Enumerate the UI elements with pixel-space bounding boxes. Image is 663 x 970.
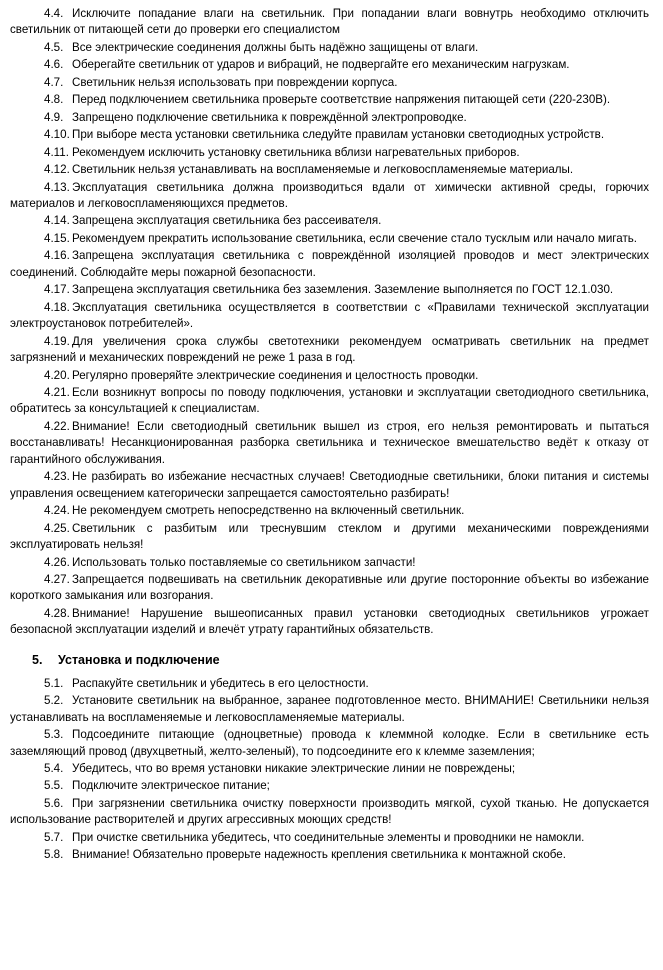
clause-text: Распакуйте светильник и убедитесь в его целостности. (72, 676, 369, 690)
clause-text: Не рекомендуем смотреть непосредственно на включенный светильник. (72, 504, 465, 518)
clause-item (10, 469, 649, 502)
clause-number: 5.8. (44, 848, 64, 862)
clause-text: Рекомендуем исключить установку светильника вблизи нагревательных приборов. (72, 145, 520, 159)
clause-item (10, 503, 649, 519)
clause-text: Внимание! Обязательно проверьте надежность крепления светильника к монтажной скобе. (72, 848, 566, 862)
clause-text: Установите светильник на выбранное, заранее подготовленное место. ВНИМАНИЕ! Светильники нельзя устанавливать на воспламеняемые и легковоспламеняемые материалы. (10, 694, 649, 724)
clause-list-safety (10, 6, 649, 639)
clause-text: Если возникнут вопросы по поводу подключения, установки и эксплуатации светодиодного светильника, обратитесь за консультацией к специалистам. (10, 385, 649, 416)
clause-item (10, 162, 649, 178)
clause-item (10, 796, 649, 829)
clause-text: Светильник нельзя устанавливать на воспламеняемые и легковоспламеняемые материалы. (72, 163, 574, 177)
clause-number: 4.9. (44, 110, 64, 124)
clause-text: Запрещена эксплуатация светильника без рассеивателя. (72, 214, 382, 228)
clause-item (10, 57, 649, 73)
clause-text: Исключите попадание влаги на светильник. При попадании влаги вовнутрь необходимо отключить светильник от питающей сети до проверки его специалистом (10, 7, 649, 37)
clause-text: Светильник нельзя использовать при повреждении корпуса. (72, 75, 398, 89)
clause-item (10, 606, 649, 639)
clause-number: 5.1. (44, 676, 64, 690)
clause-text: Подключите электрическое питание; (72, 779, 270, 793)
clause-number: 4.15. (44, 231, 70, 245)
clause-number: 5.4. (44, 762, 64, 776)
clause-text: При очистке светильника убедитесь, что соединительные элементы и проводники не намокли. (72, 830, 585, 844)
clause-item (10, 676, 649, 692)
clause-item (10, 847, 649, 863)
clause-item (10, 555, 649, 571)
clause-number: 4.12. (44, 163, 70, 177)
clause-text: Светильник с разбитым или треснувшим стеклом и другими механическими повреждениями эксплуатировать нельзя! (10, 521, 649, 552)
clause-item (10, 572, 649, 605)
clause-number: 4.23. (44, 470, 70, 484)
clause-number: 5.5. (44, 779, 64, 793)
clause-number: 4.22. (44, 419, 70, 433)
clause-item (10, 778, 649, 794)
clause-number: 4.17. (44, 283, 70, 297)
clause-number: 4.8. (44, 93, 64, 107)
clause-item (10, 419, 649, 468)
clause-text: Внимание! Если светодиодный светильник вышел из строя, его нельзя ремонтировать и пытаться восстанавливать! Несанкционированная разборка светильника и техническое вмешательство ведёт к отказу от гарантийного обслуживания. (10, 419, 649, 466)
clause-item (10, 40, 649, 56)
clause-number: 4.5. (44, 40, 64, 54)
clause-item (10, 231, 649, 247)
clause-number: 4.27. (44, 572, 70, 586)
clause-item (10, 282, 649, 298)
clause-number: 4.26. (44, 555, 70, 569)
clause-number: 4.7. (44, 75, 64, 89)
clause-text: Рекомендуем прекратить использование светильника, если свечение стало тусклым или начало мигать. (72, 231, 638, 245)
clause-text: Эксплуатация светильника осуществляется в соответствии с «Правилами технической эксплуатации электроустановок потребителей». (10, 300, 649, 331)
clause-number: 4.28. (44, 606, 70, 620)
clause-text: При выборе места установки светильника следуйте правилам установки светодиодных устройств. (72, 128, 605, 142)
clause-number: 4.14. (44, 214, 70, 228)
clause-item (10, 75, 649, 91)
clause-list-installation (10, 676, 649, 864)
clause-item (10, 368, 649, 384)
clause-number: 4.13. (44, 180, 70, 194)
clause-number: 4.16. (44, 249, 70, 263)
clause-item (10, 110, 649, 126)
clause-number: 4.11. (44, 145, 69, 159)
clause-text: Регулярно проверяйте электрические соединения и целостность проводки. (72, 368, 479, 382)
clause-text: При загрязнении светильника очистку поверхности производить мягкой, сухой тканью. Не допускается использование растворителей и других агрессивных моющих средств! (10, 796, 649, 827)
clause-item (10, 761, 649, 777)
clause-number: 5.7. (44, 830, 64, 844)
clause-text: Подсоедините питающие (одноцветные) провода к клеммной колодке. Если в светильнике есть заземляющий провод (двухцветный, желто-зеленый), то подсоедините его к клемме заземления; (10, 728, 649, 758)
clause-item (10, 334, 649, 367)
clause-item (10, 385, 649, 418)
clause-text: Использовать только поставляемые со светильником запчасти! (72, 555, 416, 569)
clause-item (10, 213, 649, 229)
clause-text: Для увеличения срока службы светотехники рекомендуем осматривать светильник на предмет загрязнений и механических повреждений не реже 1 раза в год. (10, 334, 649, 365)
clause-item (10, 145, 649, 161)
clause-text: Не разбирать во избежание несчастных случаев! Светодиодные светильники, блоки питания и системы управления освещением категорически запрещается самостоятельно разбирать! (10, 470, 649, 500)
clause-item (10, 248, 649, 281)
clause-text: Запрещено подключение светильника к повреждённой электропроводке. (72, 110, 467, 124)
clause-text: Перед подключением светильника проверьте соответствие напряжения питающей сети (220-230В). (72, 93, 611, 107)
section-title: Установка и подключение (58, 652, 220, 667)
section-number: 5. (32, 652, 43, 667)
clause-text: Внимание! Нарушение вышеописанных правил установки светодиодных светильников угрожает безопасной эксплуатации изделий и влечёт утрату гарантийных обязательств. (10, 606, 649, 637)
clause-item (10, 92, 649, 108)
clause-number: 4.6. (44, 58, 64, 72)
clause-number: 5.6. (44, 796, 64, 810)
clause-item (10, 521, 649, 554)
section-heading-installation (10, 653, 649, 667)
clause-item (10, 693, 649, 726)
clause-text: Все электрические соединения должны быть надёжно защищены от влаги. (72, 40, 479, 54)
clause-item (10, 727, 649, 760)
clause-text: Убедитесь, что во время установки никакие электрические линии не повреждены; (72, 762, 516, 776)
clause-number: 4.20. (44, 368, 70, 382)
clause-text: Запрещена эксплуатация светильника без заземления. Заземление выполняется по ГОСТ 12.1.030. (72, 283, 614, 297)
clause-number: 4.25. (44, 521, 70, 535)
clause-number: 4.19. (44, 334, 70, 348)
clause-text: Запрещается подвешивать на светильник декоративные или другие посторонние объекты во избежание короткого замыкания или возгорания. (10, 572, 649, 603)
clause-number: 4.24. (44, 504, 70, 518)
clause-text: Оберегайте светильник от ударов и вибраций, не подвергайте его механическим нагрузкам. (72, 58, 570, 72)
clause-number: 4.18. (44, 300, 70, 314)
clause-text: Запрещена эксплуатация светильника с повреждённой изоляцией проводов и мест электрических соединений. Соблюдайте меры пожарной безопасности. (10, 249, 649, 279)
clause-item (10, 300, 649, 333)
clause-text: Эксплуатация светильника должна производиться вдали от химически активной среды, горючих материалов и легковоспламеняющихся предметов. (10, 180, 649, 210)
clause-number: 5.2. (44, 694, 64, 708)
clause-number: 4.10. (44, 128, 70, 142)
clause-item (10, 127, 649, 143)
clause-item (10, 6, 649, 39)
clause-number: 4.4. (44, 7, 64, 20)
clause-item (10, 830, 649, 846)
clause-number: 4.21. (44, 385, 70, 399)
clause-number: 5.3. (44, 728, 64, 742)
clause-item (10, 180, 649, 213)
